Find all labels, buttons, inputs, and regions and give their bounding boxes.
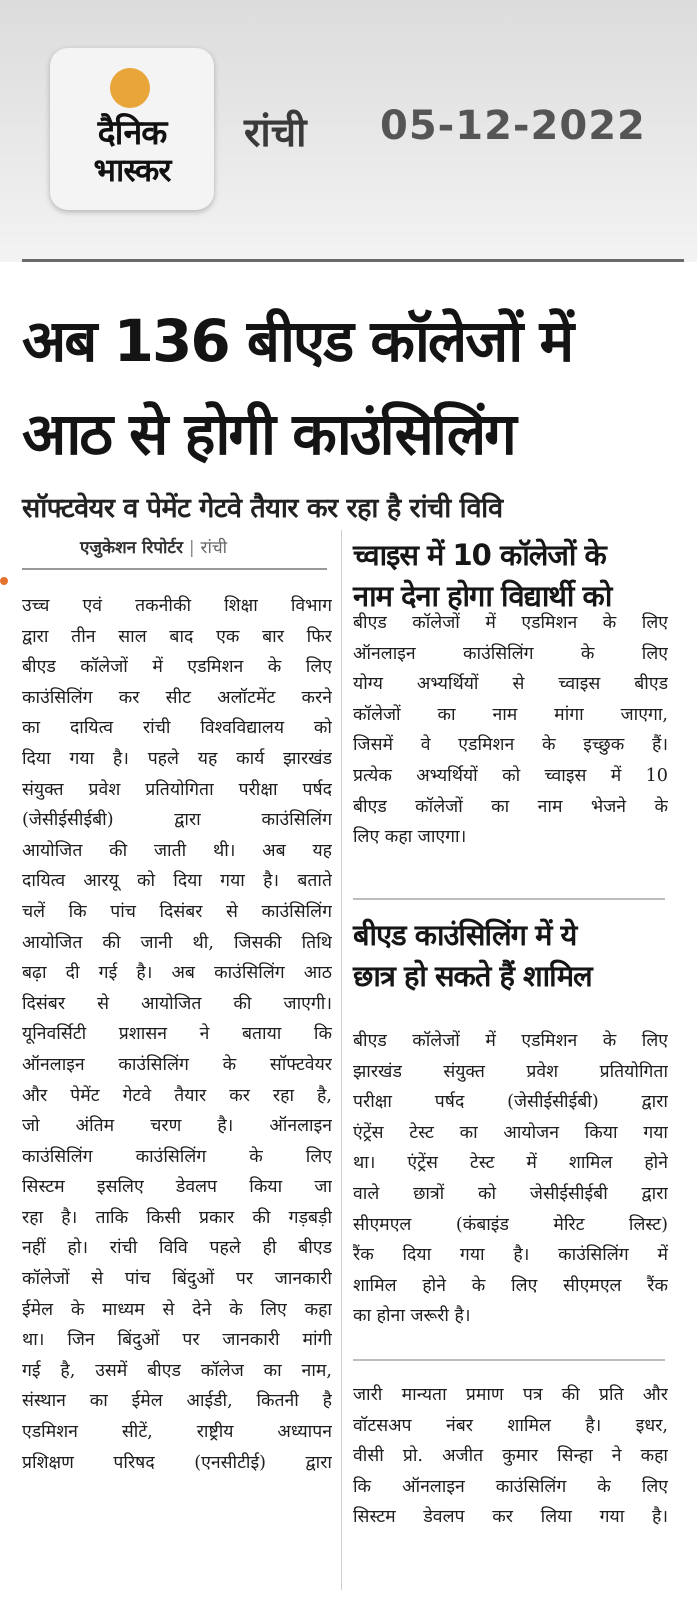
box2-title [353,915,673,997]
text-line: चलें कि पांच दिसंबर से काउंसिलिंग [22,901,332,922]
text-line: संस्थान का ईमेल आईडी, कितनी है [22,1391,332,1412]
margin-marker-icon [0,577,8,585]
text-line: वाले छात्रों को जेसीईसीईबी द्वारा [353,1183,668,1204]
text-line: वीसी प्रो. अजीत कुमार सिन्हा ने कहा [353,1446,668,1467]
box-divider-1 [353,898,665,900]
header-divider [22,259,684,262]
text-line: दिसंबर से आयोजित की जाएगी। [22,993,332,1014]
text-line: जारी मान्यता प्रमाण पत्र की प्रति और [353,1385,668,1405]
text-line: नहीं हो। रांची विवि पहले ही बीएड [22,1238,332,1259]
text-line: योग्य अभ्यर्थियों से च्वाइस बीएड [353,674,668,695]
text-line: और पेमेंट गेटवे तैयार कर रहा है, [22,1085,332,1106]
text-line: था। एंट्रेंस टेस्ट में शामिल होने [353,1153,668,1174]
byline-separator: | [188,538,195,558]
text-line: प्रत्येक अभ्यर्थियों को च्वाइस में 10 [353,765,668,786]
text-line: गई है, उसमें बीएड कॉलेज का नाम, [22,1360,332,1381]
text-line: सिस्टम इसलिए डेवलप किया जा [22,1177,332,1198]
text-line: जो अंतिम चरण है। ऑनलाइन [22,1116,332,1137]
text-line: दायित्व आरयू को दिया गया है। बताते [22,871,332,892]
text-line: ऑनलाइन काउंसिलिंग के सॉफ्टवेयर [22,1054,332,1075]
logo-text-line2: भास्कर [93,151,171,189]
headline-line2: आठ से होगी काउंसिलिंग [22,400,515,468]
text-line: रहा है। ताकि किसी प्रकार की गड़बड़ी [22,1207,332,1228]
byline-author: एजुकेशन रिपोर्टर [80,538,183,558]
text-line: उच्च एवं तकनीकी शिक्षा विभाग [22,596,332,616]
text-line: (जेसीईसीईबी) द्वारा काउंसिलिंग [22,810,332,831]
text-line: था। जिन बिंदुओं पर जानकारी मांगी [22,1330,332,1351]
edition-city: रांची [244,110,307,156]
byline-rule [22,568,327,570]
text-line: सीएमएल (कंबाइंड मेरिट लिस्ट) [353,1214,668,1235]
box1-title-line1: च्वाइस में 10 कॉलेजों के [353,538,606,572]
text-line: बीएड कॉलेजों में एडमिशन के लिए [22,657,332,678]
text-line: कॉलेजों का नाम मांगा जाएगा, [353,704,668,725]
logo-text-line1: दैनिक [97,113,167,153]
subheadline: सॉफ्टवेयर व पेमेंट गेटवे तैयार कर रहा है रांची विवि [22,493,503,524]
text-line: यूनिवर्सिटी प्रशासन ने बताया कि [22,1024,332,1045]
text-line: ईमेल के माध्यम से देने के लिए कहा [22,1299,332,1320]
text-line: झारखंड संयुक्त प्रवेश प्रतियोगिता [353,1061,668,1082]
left-column-body [22,591,332,1478]
text-line: बीएड कॉलेजों का नाम भेजने के [353,796,668,817]
headline-line1: अब 136 बीएड कॉलेजों में [22,307,573,375]
text-line: दिया गया है। पहले यह कार्य झारखंड [22,748,332,769]
page-header [0,0,697,262]
box2-title-line1: बीएड काउंसिलिंग में ये [353,918,577,952]
text-line: प्रशिक्षण परिषद (एनसीटीई) द्वारा [22,1452,332,1473]
text-line: शामिल होने के लिए सीएमएल रैंक [353,1275,668,1296]
text-line: ऑनलाइन काउंसिलिंग के लिए [353,643,668,664]
box2-title-line2: छात्र हो सकते हैं शामिल [353,959,592,993]
text-line: का होना जरूरी है। [353,1306,471,1327]
text-line: कॉलेजों से पांच बिंदुओं पर जानकारी [22,1269,332,1290]
text-line: आयोजित की जाती थी। अब यह [22,840,332,861]
box2-body [353,1026,668,1332]
box1-body [353,608,668,853]
edition-date: 05-12-2022 [380,103,646,149]
text-line: का दायित्व रांची विश्वविद्यालय को [22,718,332,739]
text-line: वॉटसअप नंबर शामिल है। इधर, [353,1415,668,1436]
text-line: बीएड कॉलेजों में एडमिशन के लिए [353,1031,668,1051]
text-line: काउंसिलिंग कर सीट अलॉटमेंट करने [22,687,332,708]
sun-dot-icon [110,68,150,108]
text-line: कि ऑनलाइन काउंसिलिंग के लिए [353,1476,668,1497]
text-line: परीक्षा पर्षद (जेसीईसीईबी) द्वारा [353,1092,668,1113]
text-line: एडमिशन सीटें, राष्ट्रीय अध्यापन [22,1422,332,1443]
text-line: द्वारा तीन साल बाद एक बार फिर [22,626,332,647]
box1-title-line2: नाम देना होगा विद्यार्थी को [353,579,612,613]
text-line: बढ़ा दी गई है। अब काउंसिलिंग आठ [22,963,332,984]
box1-title [353,535,673,617]
byline-place: रांची [200,538,228,558]
text-line: सिस्टम डेवलप कर लिया गया है। [353,1507,668,1528]
text-line: आयोजित की जानी थी, जिसकी तिथि [22,932,332,953]
text-line: काउंसिलिंग काउंसिलिंग के लिए [22,1146,332,1167]
byline [80,535,227,558]
newspaper-logo [50,48,214,210]
text-line: जिसमें वे एडमिशन के इच्छुक हैं। [353,735,668,756]
text-line: एंट्रेंस टेस्ट का आयोजन किया गया [353,1122,668,1143]
text-line: बीएड कॉलेजों में एडमिशन के लिए [353,613,668,633]
text-line: रैंक दिया गया है। काउंसिलिंग में [353,1245,668,1266]
column-divider [341,530,342,1590]
text-line: संयुक्त प्रवेश प्रतियोगिता परीक्षा पर्षद [22,779,332,800]
box-divider-2 [353,1359,665,1361]
text-line: लिए कहा जाएगा। [353,827,467,848]
right-continuation-body [353,1380,668,1533]
